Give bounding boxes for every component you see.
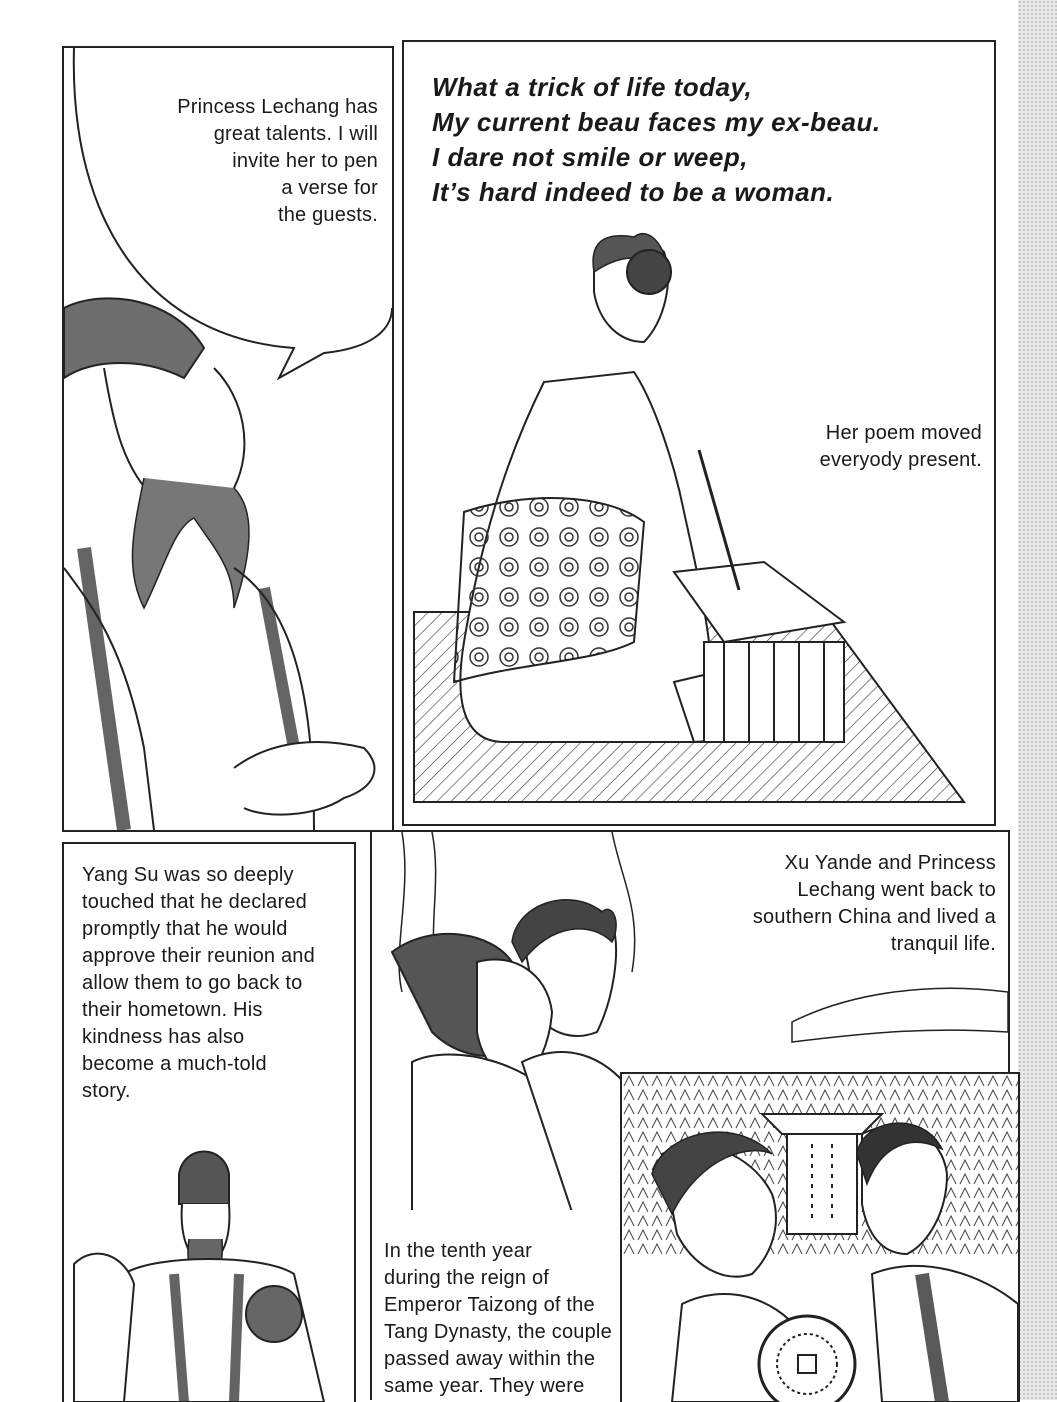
couple-temple-illustration: [622, 1074, 1018, 1402]
scholar-speech-caption: Princess Lechang has great talents. I will invite her to pen a verse for the guests.: [177, 96, 378, 226]
poem-verse: What a trick of life today, My current beau faces my ex-beau. I dare not smile or weep, It’s hard indeed to be a woman.: [432, 72, 881, 207]
panel-scholar-speaking: [62, 46, 394, 832]
panel-couple-temple: [620, 1072, 1020, 1402]
panel-princess-writing: [402, 40, 996, 826]
return-south-caption: Xu Yande and Princess Lechang went back to southern China and lived a tranquil life.: [752, 852, 996, 955]
panel-yang-su: [62, 842, 356, 1402]
poem-reaction-caption: Her poem moved everyody present.: [819, 422, 982, 471]
final-years-caption: In the tenth year during the reign of Emperor Taizong of the Tang Dynasty, the couple passed away within the same year. They were: [384, 1240, 612, 1397]
page-edge-texture: [1018, 0, 1057, 1400]
panel-final-years-caption: [370, 1210, 632, 1400]
yang-su-caption: Yang Su was so deeply touched that he declared promptly that he would approve their reunion and allow them to go back to their hometown. His kindness has also become a much-told story.: [82, 864, 315, 1102]
